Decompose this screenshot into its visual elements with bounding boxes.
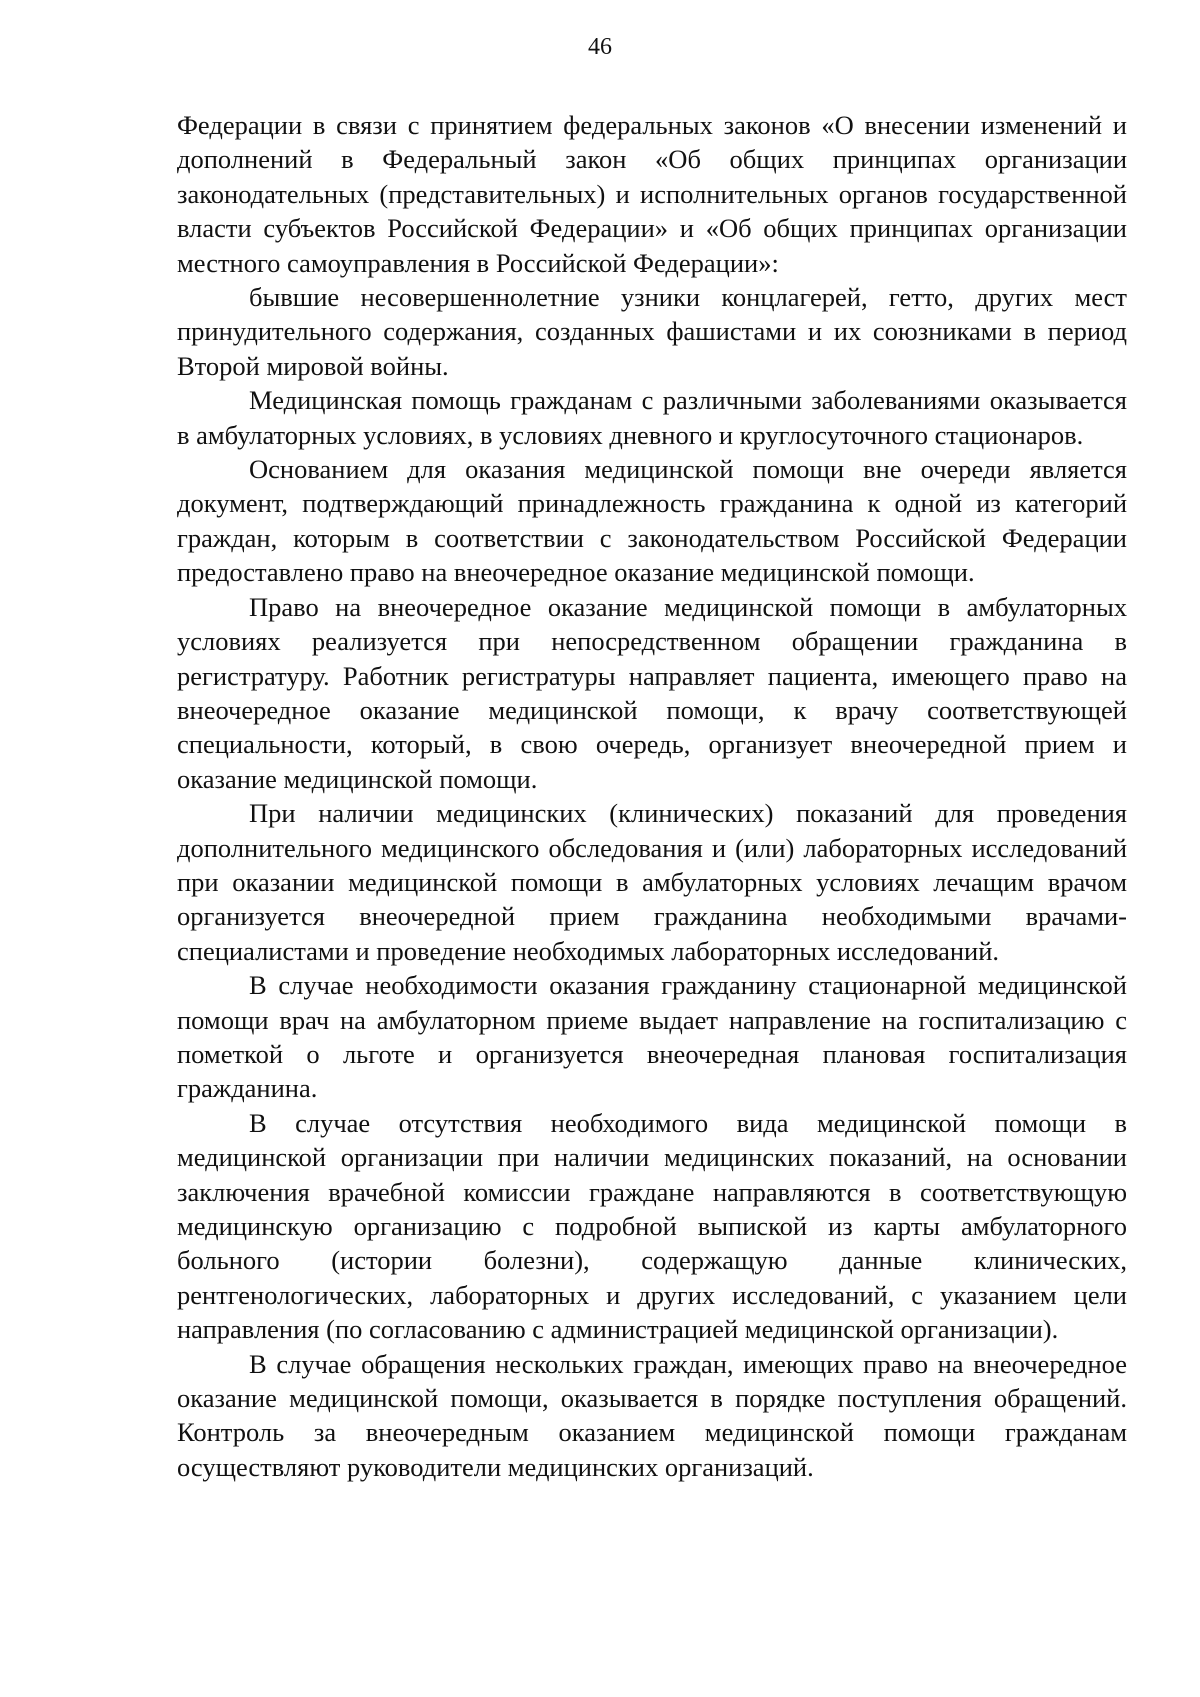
paragraph-outpatient-right: Право на внеочередное оказание медицинской помощи в амбулаторных условиях реализуется при непосредственном обращении гражданина в регистратуру. Работник регистратуры направляет пациента, имеющего право на внеочередное оказание медицинской помощи, к врачу соответствующей специальности, который, в свою очередь, организует внеочередной прием и оказание медицинской помощи. xyxy=(177,591,1127,794)
paragraph-additional-examination: При наличии медицинских (клинических) показаний для проведения дополнительного медицинского обследования и (или) лабораторных исследований при оказании медицинской помощи в амбулаторных условиях лечащим врачом организуется внеочередной прием гражданина необходимыми врачами-специалистами и проведение необходимых лабораторных исследований. xyxy=(177,798,1127,966)
document-body xyxy=(177,108,1127,1484)
paragraph-hospitalization: В случае необходимости оказания гражданину стационарной медицинской помощи врач на амбулаторном приеме выдает направление на госпитализацию с пометкой о льготе и организуется внеочередная плановая госпитализация гражданина. xyxy=(177,970,1127,1104)
paragraph-former-prisoners: бывшие несовершеннолетние узники концлагерей, гетто, других мест принудительного содержания, созданных фашистами и их союзниками в период Второй мировой войны. xyxy=(177,282,1127,381)
paragraph-multiple-requests: В случае обращения нескольких граждан, имеющих право на внеочередное оказание медицинской помощи, оказывается в порядке поступления обращений. Контроль за внеочередным оказанием медицинской помощи гражданам осуществляют руководители медицинских организаций. xyxy=(177,1348,1127,1482)
paragraph-continuation: Федерации в связи с принятием федеральных законов «О внесении изменений и дополнений в Федеральный закон «Об общих принципах организации законодательных (представительных) и исполнительных органов государственной власти субъектов Российской Федерации» и «Об общих принципах организации местного самоуправления в Российской Федерации»: xyxy=(177,110,1127,278)
paragraph-referral: В случае отсутствия необходимого вида медицинской помощи в медицинской организации при наличии медицинских показаний, на основании заключения врачебной комиссии граждане направляются в соответствующую медицинскую организацию с подробной выпиской из карты амбулаторного больного (истории болезни), содержащую данные клинических, рентгенологических, лабораторных и других исследований, с указанием цели направления (по согласованию с администрацией медицинской организации). xyxy=(177,1107,1127,1345)
paragraph-basis-document: Основанием для оказания медицинской помощи вне очереди является документ, подтверждающий принадлежность гражданина к одной из категорий граждан, которым в соответствии с законодательством Российской Федерации предоставлено право на внеочередное оказание медицинской помощи. xyxy=(177,454,1127,588)
paragraph-medical-care-conditions: Медицинская помощь гражданам с различными заболеваниями оказывается в амбулаторных условиях, в условиях дневного и круглосуточного стационаров. xyxy=(177,385,1127,450)
page-number: 46 xyxy=(588,34,612,60)
